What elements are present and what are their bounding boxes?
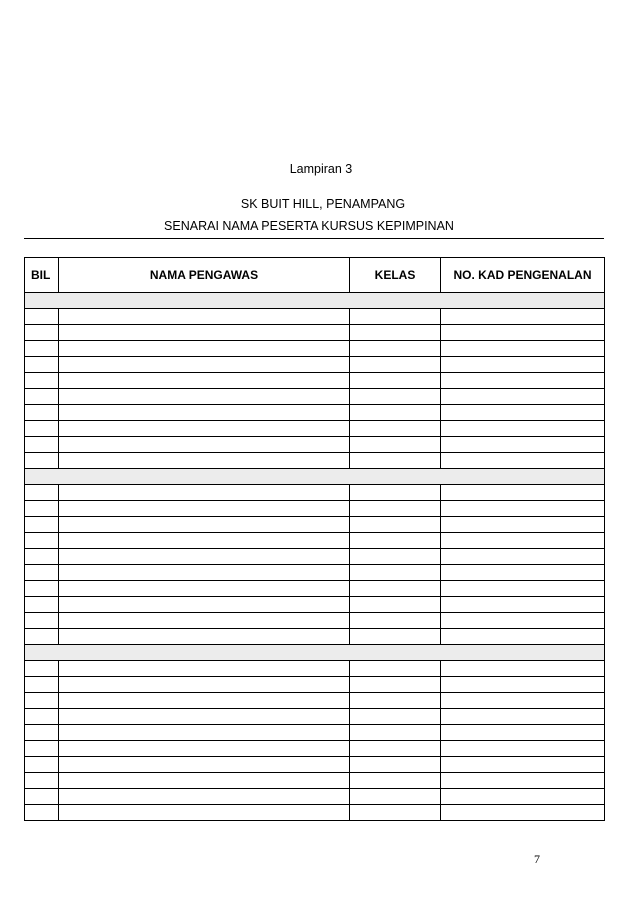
table-row xyxy=(25,341,605,357)
kelas-cell[interactable] xyxy=(350,565,441,581)
group-separator-cell xyxy=(25,293,605,309)
nama-cell[interactable] xyxy=(59,549,350,565)
table-row xyxy=(25,373,605,389)
kelas-cell[interactable] xyxy=(350,325,441,341)
nama-cell[interactable] xyxy=(59,613,350,629)
kelas-cell[interactable] xyxy=(350,709,441,725)
nama-cell[interactable] xyxy=(59,597,350,613)
table-row xyxy=(25,357,605,373)
table-body xyxy=(25,293,605,821)
ic-cell[interactable] xyxy=(441,405,605,421)
kelas-cell[interactable] xyxy=(350,309,441,325)
ic-cell[interactable] xyxy=(441,421,605,437)
bil-cell[interactable] xyxy=(25,389,59,405)
nama-cell[interactable] xyxy=(59,725,350,741)
bil-cell[interactable] xyxy=(25,357,59,373)
table-row xyxy=(25,485,605,501)
list-title: SENARAI NAMA PESERTA KURSUS KEPIMPINAN xyxy=(164,219,454,233)
kelas-cell[interactable] xyxy=(350,357,441,373)
bil-cell[interactable] xyxy=(25,789,59,805)
ic-cell[interactable] xyxy=(441,581,605,597)
kelas-cell[interactable] xyxy=(350,613,441,629)
kelas-cell[interactable] xyxy=(350,789,441,805)
table-row xyxy=(25,757,605,773)
bil-cell[interactable] xyxy=(25,421,59,437)
ic-cell[interactable] xyxy=(441,357,605,373)
kelas-cell[interactable] xyxy=(350,373,441,389)
ic-cell[interactable] xyxy=(441,741,605,757)
kelas-cell[interactable] xyxy=(350,485,441,501)
bil-cell[interactable] xyxy=(25,437,59,453)
attachment-label: Lampiran 3 xyxy=(289,162,353,176)
title-divider xyxy=(24,238,604,239)
kelas-cell[interactable] xyxy=(350,661,441,677)
nama-cell[interactable] xyxy=(59,517,350,533)
ic-cell[interactable] xyxy=(441,565,605,581)
ic-cell[interactable] xyxy=(441,341,605,357)
nama-cell[interactable] xyxy=(59,389,350,405)
ic-cell[interactable] xyxy=(441,677,605,693)
bil-cell[interactable] xyxy=(25,373,59,389)
nama-cell[interactable] xyxy=(59,325,350,341)
nama-cell[interactable] xyxy=(59,485,350,501)
ic-cell[interactable] xyxy=(441,805,605,821)
table-row xyxy=(25,501,605,517)
bil-cell[interactable] xyxy=(25,581,59,597)
table-row xyxy=(25,533,605,549)
table-row xyxy=(25,677,605,693)
ic-cell[interactable] xyxy=(441,613,605,629)
bil-cell[interactable] xyxy=(25,741,59,757)
nama-cell[interactable] xyxy=(59,565,350,581)
nama-cell[interactable] xyxy=(59,533,350,549)
ic-cell[interactable] xyxy=(441,597,605,613)
nama-cell[interactable] xyxy=(59,421,350,437)
nama-cell[interactable] xyxy=(59,677,350,693)
bil-cell[interactable] xyxy=(25,485,59,501)
kelas-cell[interactable] xyxy=(350,341,441,357)
kelas-cell[interactable] xyxy=(350,693,441,709)
table-header-row xyxy=(25,258,605,293)
kelas-cell[interactable] xyxy=(350,677,441,693)
column-header-nama: NAMA PENGAWAS xyxy=(59,258,350,293)
ic-cell[interactable] xyxy=(441,517,605,533)
nama-cell[interactable] xyxy=(59,789,350,805)
ic-cell[interactable] xyxy=(441,453,605,469)
kelas-cell[interactable] xyxy=(350,549,441,565)
group-separator-cell xyxy=(25,469,605,485)
kelas-cell[interactable] xyxy=(350,741,441,757)
nama-cell[interactable] xyxy=(59,741,350,757)
ic-cell[interactable] xyxy=(441,725,605,741)
bil-cell[interactable] xyxy=(25,677,59,693)
bil-cell[interactable] xyxy=(25,533,59,549)
ic-cell[interactable] xyxy=(441,389,605,405)
bil-cell[interactable] xyxy=(25,501,59,517)
ic-cell[interactable] xyxy=(441,629,605,645)
nama-cell[interactable] xyxy=(59,501,350,517)
ic-cell[interactable] xyxy=(441,533,605,549)
column-header-ic: NO. KAD PENGENALAN xyxy=(441,258,605,293)
nama-cell[interactable] xyxy=(59,309,350,325)
table-row xyxy=(25,629,605,645)
ic-cell[interactable] xyxy=(441,437,605,453)
ic-cell[interactable] xyxy=(441,325,605,341)
bil-cell[interactable] xyxy=(25,709,59,725)
bil-cell[interactable] xyxy=(25,597,59,613)
ic-cell[interactable] xyxy=(441,549,605,565)
table-row xyxy=(25,421,605,437)
nama-cell[interactable] xyxy=(59,661,350,677)
participant-table xyxy=(24,257,605,821)
kelas-cell[interactable] xyxy=(350,533,441,549)
bil-cell[interactable] xyxy=(25,773,59,789)
ic-cell[interactable] xyxy=(441,485,605,501)
bil-cell[interactable] xyxy=(25,661,59,677)
bil-cell[interactable] xyxy=(25,757,59,773)
bil-cell[interactable] xyxy=(25,565,59,581)
nama-cell[interactable] xyxy=(59,805,350,821)
nama-cell[interactable] xyxy=(59,453,350,469)
kelas-cell[interactable] xyxy=(350,501,441,517)
table-row xyxy=(25,773,605,789)
table-row xyxy=(25,565,605,581)
kelas-cell[interactable] xyxy=(350,629,441,645)
bil-cell[interactable] xyxy=(25,325,59,341)
ic-cell[interactable] xyxy=(441,757,605,773)
ic-cell[interactable] xyxy=(441,309,605,325)
group-separator-row xyxy=(25,645,605,661)
bil-cell[interactable] xyxy=(25,453,59,469)
table-row xyxy=(25,613,605,629)
table-row xyxy=(25,453,605,469)
table-row xyxy=(25,325,605,341)
ic-cell[interactable] xyxy=(441,661,605,677)
kelas-cell[interactable] xyxy=(350,453,441,469)
table-row xyxy=(25,389,605,405)
kelas-cell[interactable] xyxy=(350,581,441,597)
kelas-cell[interactable] xyxy=(350,421,441,437)
kelas-cell[interactable] xyxy=(350,725,441,741)
bil-cell[interactable] xyxy=(25,725,59,741)
kelas-cell[interactable] xyxy=(350,757,441,773)
nama-cell[interactable] xyxy=(59,581,350,597)
kelas-cell[interactable] xyxy=(350,405,441,421)
table-row xyxy=(25,405,605,421)
table-row xyxy=(25,549,605,565)
nama-cell[interactable] xyxy=(59,709,350,725)
nama-cell[interactable] xyxy=(59,405,350,421)
ic-cell[interactable] xyxy=(441,501,605,517)
kelas-cell[interactable] xyxy=(350,597,441,613)
table-row xyxy=(25,661,605,677)
table-row xyxy=(25,309,605,325)
table-row xyxy=(25,597,605,613)
table-row xyxy=(25,517,605,533)
table-row xyxy=(25,805,605,821)
ic-cell[interactable] xyxy=(441,373,605,389)
kelas-cell[interactable] xyxy=(350,805,441,821)
ic-cell[interactable] xyxy=(441,789,605,805)
ic-cell[interactable] xyxy=(441,693,605,709)
nama-cell[interactable] xyxy=(59,341,350,357)
nama-cell[interactable] xyxy=(59,693,350,709)
nama-cell[interactable] xyxy=(59,629,350,645)
group-separator-row xyxy=(25,469,605,485)
kelas-cell[interactable] xyxy=(350,389,441,405)
kelas-cell[interactable] xyxy=(350,773,441,789)
kelas-cell[interactable] xyxy=(350,517,441,533)
table-row xyxy=(25,789,605,805)
table-row xyxy=(25,741,605,757)
nama-cell[interactable] xyxy=(59,357,350,373)
column-header-bil: BIL xyxy=(25,258,59,293)
school-name: SK BUIT HILL, PENAMPANG xyxy=(240,197,406,211)
nama-cell[interactable] xyxy=(59,773,350,789)
table-row xyxy=(25,581,605,597)
nama-cell[interactable] xyxy=(59,373,350,389)
table-row xyxy=(25,709,605,725)
bil-cell[interactable] xyxy=(25,405,59,421)
bil-cell[interactable] xyxy=(25,693,59,709)
bil-cell[interactable] xyxy=(25,517,59,533)
ic-cell[interactable] xyxy=(441,709,605,725)
group-separator-cell xyxy=(25,645,605,661)
table-row xyxy=(25,693,605,709)
bil-cell[interactable] xyxy=(25,309,59,325)
bil-cell[interactable] xyxy=(25,341,59,357)
nama-cell[interactable] xyxy=(59,757,350,773)
table-row xyxy=(25,725,605,741)
nama-cell[interactable] xyxy=(59,437,350,453)
bil-cell[interactable] xyxy=(25,613,59,629)
column-header-kelas: KELAS xyxy=(350,258,441,293)
bil-cell[interactable] xyxy=(25,549,59,565)
table-row xyxy=(25,437,605,453)
group-separator-row xyxy=(25,293,605,309)
kelas-cell[interactable] xyxy=(350,437,441,453)
ic-cell[interactable] xyxy=(441,773,605,789)
page-number: 7 xyxy=(534,852,540,866)
bil-cell[interactable] xyxy=(25,629,59,645)
bil-cell[interactable] xyxy=(25,805,59,821)
